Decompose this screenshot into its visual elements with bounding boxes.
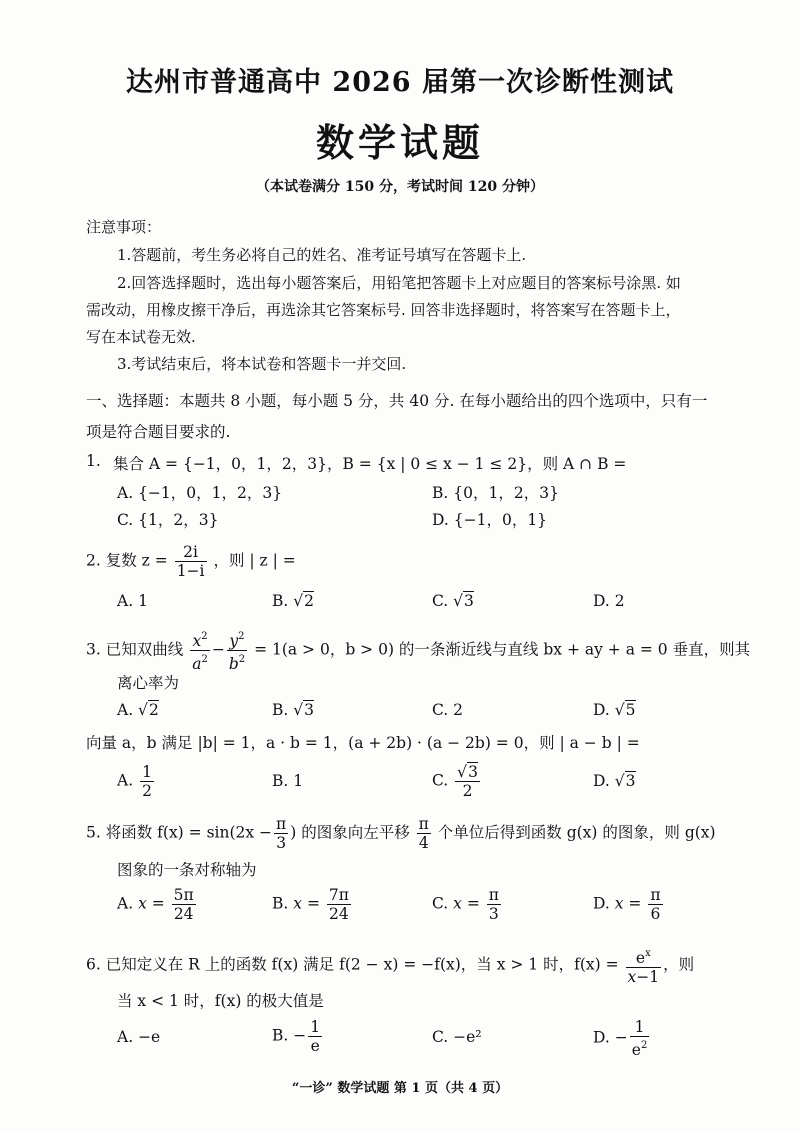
page-footer: “一诊” 数学试题 第 1 页（共 4 页）: [291, 1081, 509, 1096]
q3-option-a: A. √2: [117, 701, 159, 719]
notice-heading: 注意事项：: [86, 218, 162, 236]
q1-option-b: B. {0，1，2，3}: [432, 484, 559, 502]
question-5: 5. 将函数 f(x) = sin(2x − $\frac{\pi}{3}$ ) 的图象向左平移 $\frac{\pi}{4}$ 个单位后得到函数 g(x) 的图象，则 g(x): [86, 815, 716, 852]
q4-option-a: A. $\frac{1}{2}$: [117, 763, 152, 800]
q4-option-c: C. $\frac{√3}{2}$: [432, 763, 478, 800]
q5-option-a: A. x = $\frac{5\pi}{24}$: [117, 886, 194, 923]
q4-option-d: D. √3: [593, 772, 636, 790]
notice-item-2-line-1: 2.回答选择题时，选出每小题答案后，用铅笔把答题卡上对应题目的答案标号涂黑. 如: [117, 274, 681, 292]
question-4-stem: 向量 a，b 满足 |b| = 1，a · b = 1，(a + 2b) · (a − 2b) = 0，则 | a − b | =: [86, 734, 640, 752]
q5-option-b: B. x = $\frac{7\pi}{24}$: [272, 886, 349, 923]
q1-option-a: A. {−1，0，1，2，3}: [117, 484, 283, 502]
notice-item-2-line-3: 写在本试卷无效.: [86, 328, 196, 346]
q1-option-d: D. {−1，0，1}: [432, 511, 548, 529]
question-2-number: 2.: [86, 551, 101, 570]
q6-option-d: D. − $\frac{1}{e^2}$: [593, 1018, 648, 1059]
question-3: 3. 已知双曲线 $\frac{x^2}{a^2}$ − $\frac{y^2}{b^2}$ = 1(a > 0，b > 0) 的一条渐近线与直线 bx + ay + a = 0 垂直，则其: [86, 628, 750, 673]
question-5-stem-pre: 将函数 f(x) = sin(2x −: [105, 823, 273, 842]
exam-title: 达州市普通高中 2026 届第一次诊断性测试: [126, 67, 674, 98]
hyperbola-term-x: $\frac{x^2}{a^2}$: [190, 628, 210, 673]
question-6: 6. 已知定义在 R 上的函数 f(x) 满足 f(2 − x) = −f(x)，当 x > 1 时，f(x) = $\frac{e^x}{x-1}$ ，则: [86, 945, 694, 986]
question-3-stem-line-2: 离心率为: [117, 674, 180, 692]
question-1-stem: 集合 A = {−1，0，1，2，3}，B = {x | 0 ≤ x − 1 ≤ 2}，则 A ∩ B =: [113, 455, 627, 473]
notice-item-2-line-2: 需改动，用橡皮擦干净后，再选涂其它答案标号. 回答非选择题时，将答案写在答题卡上，: [86, 301, 681, 319]
q2-option-c: C. √3: [432, 592, 474, 610]
question-5-number: 5.: [86, 823, 101, 842]
question-5-stem-line-2: 图象的一条对称轴为: [117, 861, 257, 879]
q2-option-d: D. 2: [593, 592, 625, 610]
question-3-stem-pre: 已知双曲线: [105, 640, 184, 659]
question-6-stem-post: ，则: [663, 955, 695, 974]
q6-option-b: B. − $\frac{1}{e}$: [272, 1018, 321, 1055]
question-3-stem-mid: = 1(a > 0，b > 0) 的一条渐近线与直线 bx + ay + a = 0 垂直，则其: [254, 640, 751, 659]
q2-option-a: A. 1: [117, 592, 148, 610]
question-2-stem-pre: 复数 z =: [105, 551, 168, 570]
q1-option-c: C. {1，2，3}: [117, 511, 219, 529]
hyperbola-term-y: $\frac{y^2}{b^2}$: [227, 628, 247, 673]
q3-option-c: C. 2: [432, 701, 464, 719]
question-1-number: 1.: [86, 452, 101, 470]
question-3-number: 3.: [86, 640, 101, 659]
notice-item-1: 1.答题前，考生务必将自己的姓名、准考证号填写在答题卡上.: [117, 246, 527, 264]
q3-option-b: B. √3: [272, 701, 315, 719]
q6-option-a: A. −e: [117, 1028, 161, 1046]
q4-option-b: B. 1: [272, 772, 304, 790]
q5-option-c: C. x = $\frac{\pi}{3}$: [432, 886, 499, 923]
question-6-number: 6.: [86, 955, 101, 974]
exam-note: （本试卷满分 150 分，考试时间 120 分钟）: [256, 179, 544, 195]
question-2-stem-post: ，则 | z | =: [213, 551, 296, 570]
notice-item-3: 3.考试结束后，将本试卷和答题卡一并交回.: [117, 355, 407, 373]
question-2-fraction: $\frac{2i}{1-i}$: [176, 543, 205, 580]
section-1-heading-cont: 项是符合题目要求的.: [86, 423, 231, 441]
q6-option-c: C. −e²: [432, 1028, 482, 1046]
question-6-stem-pre: 已知定义在 R 上的函数 f(x) 满足 f(2 − x) = −f(x)，当 x > 1 时，f(x) =: [105, 955, 619, 974]
question-6-stem-line-2: 当 x < 1 时，f(x) 的极大值是: [117, 992, 324, 1010]
q3-option-d: D. √5: [593, 701, 636, 719]
q2-option-b: B. √2: [272, 592, 315, 610]
subject-title: 数学试题: [315, 120, 484, 165]
section-1-heading: 一、选择题：本题共 8 小题，每小题 5 分，共 40 分. 在每小题给出的四个选项中，只有一: [86, 392, 708, 410]
question-5-stem-post: 个单位后得到函数 g(x) 的图象，则 g(x): [437, 823, 716, 842]
q5-option-d: D. x = $\frac{\pi}{6}$: [593, 886, 661, 923]
question-5-stem-mid: ) 的图象向左平移: [290, 823, 410, 842]
question-2: [86, 543, 296, 580]
